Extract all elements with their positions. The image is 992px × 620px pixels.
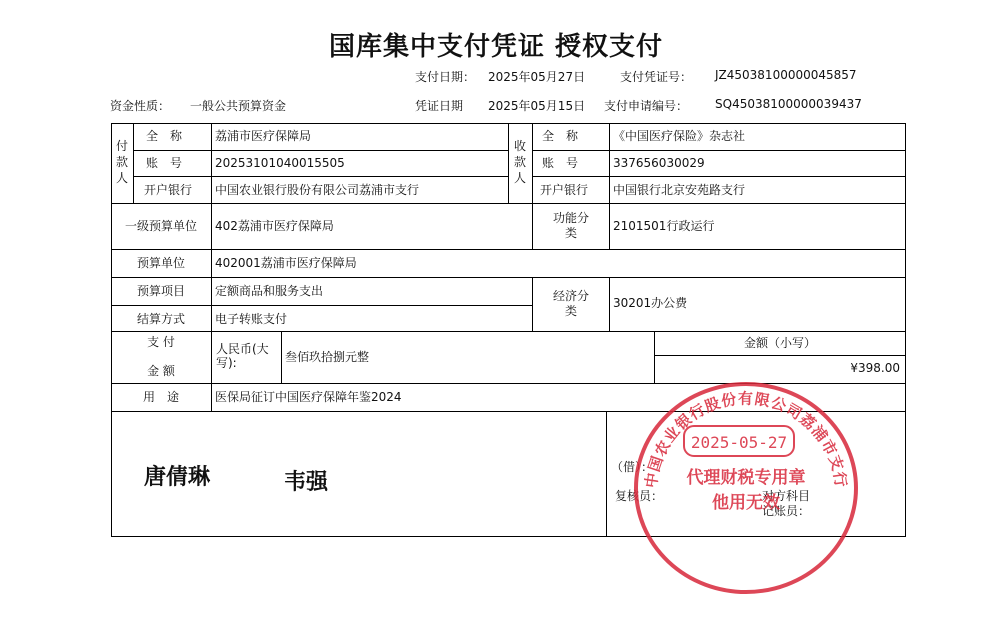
primary-budget-unit-label: 一级预算单位 (124, 219, 197, 233)
economic-class-label: 经济分类 (552, 289, 589, 318)
payer-section-label: 付款人 (115, 139, 128, 185)
stamp-date: 2025-05-27 (690, 433, 788, 452)
rule (609, 123, 610, 249)
amount-figure: ¥398.00 (850, 361, 900, 375)
budget-unit-label: 预算单位 (136, 256, 185, 270)
payment-amount-label-1: 支 付 (147, 335, 175, 349)
amount-in-words: 叁佰玖拾捌元整 (285, 350, 370, 364)
rule (532, 277, 533, 331)
rule (211, 123, 212, 411)
reviewer-label: 复核员： (615, 489, 664, 503)
usage-value: 医保局征订中国医疗保障年鉴2024 (215, 390, 402, 404)
payer-account: 20253101040015505 (215, 156, 345, 170)
rule (606, 411, 607, 537)
rule (111, 203, 906, 204)
payer-name-label: 全 称 (146, 129, 183, 143)
payee-bank-label: 开户银行 (540, 183, 589, 197)
primary-budget-unit: 402荔浦市医疗保障局 (215, 219, 334, 233)
apply-number: SQ45038100000039437 (715, 97, 862, 111)
rule (654, 355, 906, 356)
rule (508, 123, 509, 203)
payer-bank: 中国农业银行股份有限公司荔浦市支行 (215, 183, 420, 197)
rule (111, 277, 906, 278)
voucher-number-label: 支付凭证号： (620, 70, 693, 84)
usage-label: 用 途 (142, 390, 179, 404)
payee-account-label: 账 号 (542, 156, 579, 170)
settlement-method: 电子转账支付 (215, 312, 288, 326)
voucher-title: 国库集中支付凭证 授权支付 (328, 32, 664, 62)
stamp-arc-text: 中国农业银行股份有限公司荔浦市支行 (641, 389, 851, 490)
rule (111, 411, 906, 412)
rule (111, 249, 906, 250)
pay-date: 2025年05月27日 (488, 70, 586, 84)
settlement-method-label: 结算方式 (136, 312, 185, 326)
payee-name-label: 全 称 (542, 129, 579, 143)
debit-label: （借）： (611, 460, 654, 474)
rmb-uppercase-label: 人民币(大写): (216, 342, 269, 370)
budget-project-label: 预算项目 (136, 284, 185, 298)
rule (111, 331, 906, 332)
payer-bank-label: 开户银行 (144, 183, 193, 197)
rule (133, 176, 508, 177)
function-class: 2101501行政运行 (613, 219, 715, 233)
rule (111, 305, 532, 306)
rule (281, 331, 282, 383)
fund-nature-label: 资金性质： (110, 99, 171, 113)
payee-section-label: 收款人 (513, 139, 526, 185)
payee-bank: 中国银行北京安苑路支行 (613, 183, 746, 197)
rule (133, 123, 134, 203)
counter-account-label: 对方科目 (762, 489, 811, 503)
rule (133, 150, 508, 151)
bookkeeper-label: 记账员： (762, 504, 811, 518)
handwritten-signature-1: 唐倩琳 (144, 465, 211, 490)
rule (111, 383, 906, 384)
rule (609, 277, 610, 331)
budget-project: 定额商品和服务支出 (215, 284, 324, 298)
payment-amount-label-2: 金 额 (147, 364, 175, 378)
payee-account: 337656030029 (613, 156, 705, 170)
stamp-line-2: 他用无效 (712, 493, 780, 513)
apply-number-label: 支付申请编号： (604, 99, 689, 113)
function-class-label: 功能分类 (552, 211, 589, 240)
rule (532, 123, 533, 203)
payee-name: 《中国医疗保险》杂志社 (613, 129, 746, 143)
economic-class: 30201办公费 (613, 296, 688, 310)
amount-figure-label: 金额（小写） (743, 336, 816, 350)
voucher-date: 2025年05月15日 (488, 99, 586, 113)
payer-account-label: 账 号 (146, 156, 183, 170)
rule (532, 176, 906, 177)
voucher-date-label: 凭证日期 (415, 99, 464, 113)
voucher-number: JZ45038100000045857 (715, 68, 857, 82)
rule (532, 203, 533, 249)
handwritten-signature-2: 韦强 (284, 470, 329, 495)
payer-name: 荔浦市医疗保障局 (215, 129, 312, 143)
rule (532, 150, 906, 151)
pay-date-label: 支付日期： (415, 70, 476, 84)
fund-nature: 一般公共预算资金 (190, 99, 287, 113)
budget-unit: 402001荔浦市医疗保障局 (215, 256, 357, 270)
stamp-line-1: 代理财税专用章 (686, 468, 806, 488)
